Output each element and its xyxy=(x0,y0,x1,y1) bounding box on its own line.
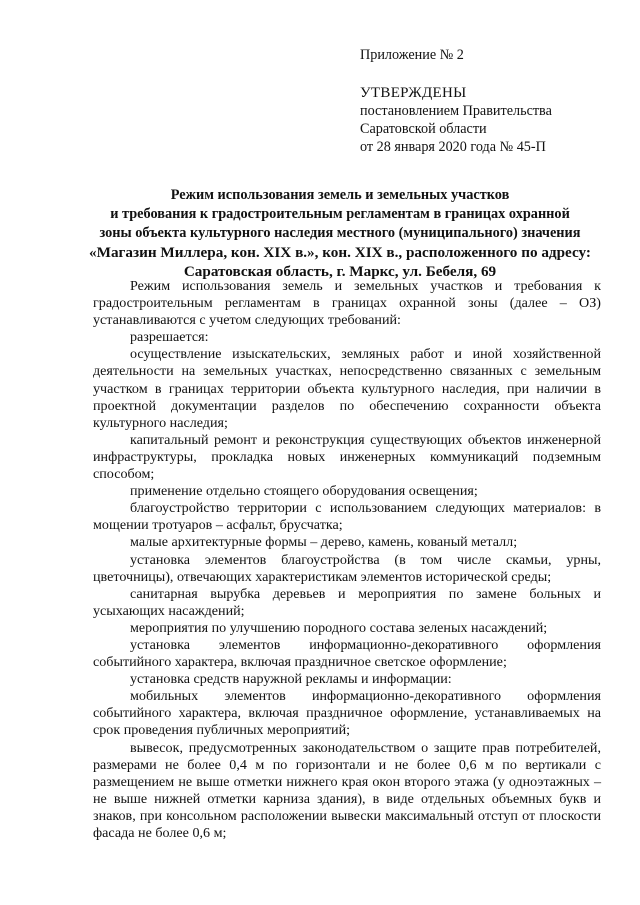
title-line: зоны объекта культурного наследия местного (муниципального) значения xyxy=(99,225,581,241)
title-address-line: Саратовская область, г. Маркс, ул. Бебеля, 69 xyxy=(183,263,497,280)
list-item: благоустройство территории с использованием следующих материалов: в мощении тротуаров – асфальт, брусчатка; xyxy=(93,500,601,534)
title-line: Режим использования земель и земельных участков xyxy=(170,187,510,203)
list-item: мероприятия по улучшению породного состава зеленых насаждений; xyxy=(130,619,548,636)
list-item: вывесок, предусмотренных законодательством о защите прав потребителей, размерами не более 0,4 м по горизонтали и не более 0,6 м по вертикали с размещением не выше отметки нижнего края окон второго этажа (у одноэтажных – не выше нижней отметки карниза здания), в виде отдельных объемных букв и знаков, при консольном расположении вывески максимальный отступ от плоскости фасада не более 0,6 м; xyxy=(93,739,601,841)
list-item: установка средств наружной рекламы и информации: xyxy=(130,671,452,688)
list-item: осуществление изыскательских, земляных работ и иной хозяйственной деятельности на земельных участках, непосредственно связанных с земельным участком в границах территории объекта культурного наследия, при наличии в проектной документации разделов по обеспечению сохранности объекта культурного наследия; xyxy=(93,346,601,431)
title-line: и требования к градостроительным регламентам в границах охранной xyxy=(110,206,570,222)
appendix-number: Приложение № 2 xyxy=(360,47,464,63)
intro-paragraph: Режим использования земель и земельных участков и требования к градостроительным регламентам в границах охранной зоны (далее – ОЗ) устанавливаются с учетом следующих требований: xyxy=(93,278,601,329)
document-body xyxy=(93,278,601,842)
approval-date-line: от 28 января 2020 года № 45-П xyxy=(360,139,546,155)
list-item: применение отдельно стоящего оборудования освещения; xyxy=(130,483,478,500)
approved-heading: УТВЕРЖДЕНЫ xyxy=(360,85,467,101)
permitted-heading: разрешается: xyxy=(130,329,209,346)
list-item: санитарная вырубка деревьев и мероприятия по замене больных и усыхающих насаждений; xyxy=(93,585,601,619)
document-title xyxy=(70,186,610,281)
list-item: малые архитектурные формы – дерево, камень, кованый металл; xyxy=(130,534,518,551)
list-item: мобильных элементов информационно-декоративного оформления событийного характера, включая праздничное оформление, устанавливаемых на срок проведения публичных мероприятий; xyxy=(93,688,601,739)
list-item: капитальный ремонт и реконструкция существующих объектов инженерной инфраструктуры, прокладка новых инженерных коммуникаций подземным способом; xyxy=(93,431,601,483)
list-item: установка элементов благоустройства (в том числе скамьи, урны, цветочницы), отвечающих характеристикам элементов исторической среды; xyxy=(93,551,601,585)
title-line: «Магазин Миллера, кон. XIX в.», кон. XIX в., расположенного по адресу: xyxy=(89,244,591,261)
approval-line: постановлением Правительства xyxy=(360,103,552,119)
approval-block xyxy=(360,46,552,156)
approval-line: Саратовской области xyxy=(360,121,487,137)
list-item: установка элементов информационно-декоративного оформления событийного характера, включая праздничное светское оформление; xyxy=(93,636,601,671)
